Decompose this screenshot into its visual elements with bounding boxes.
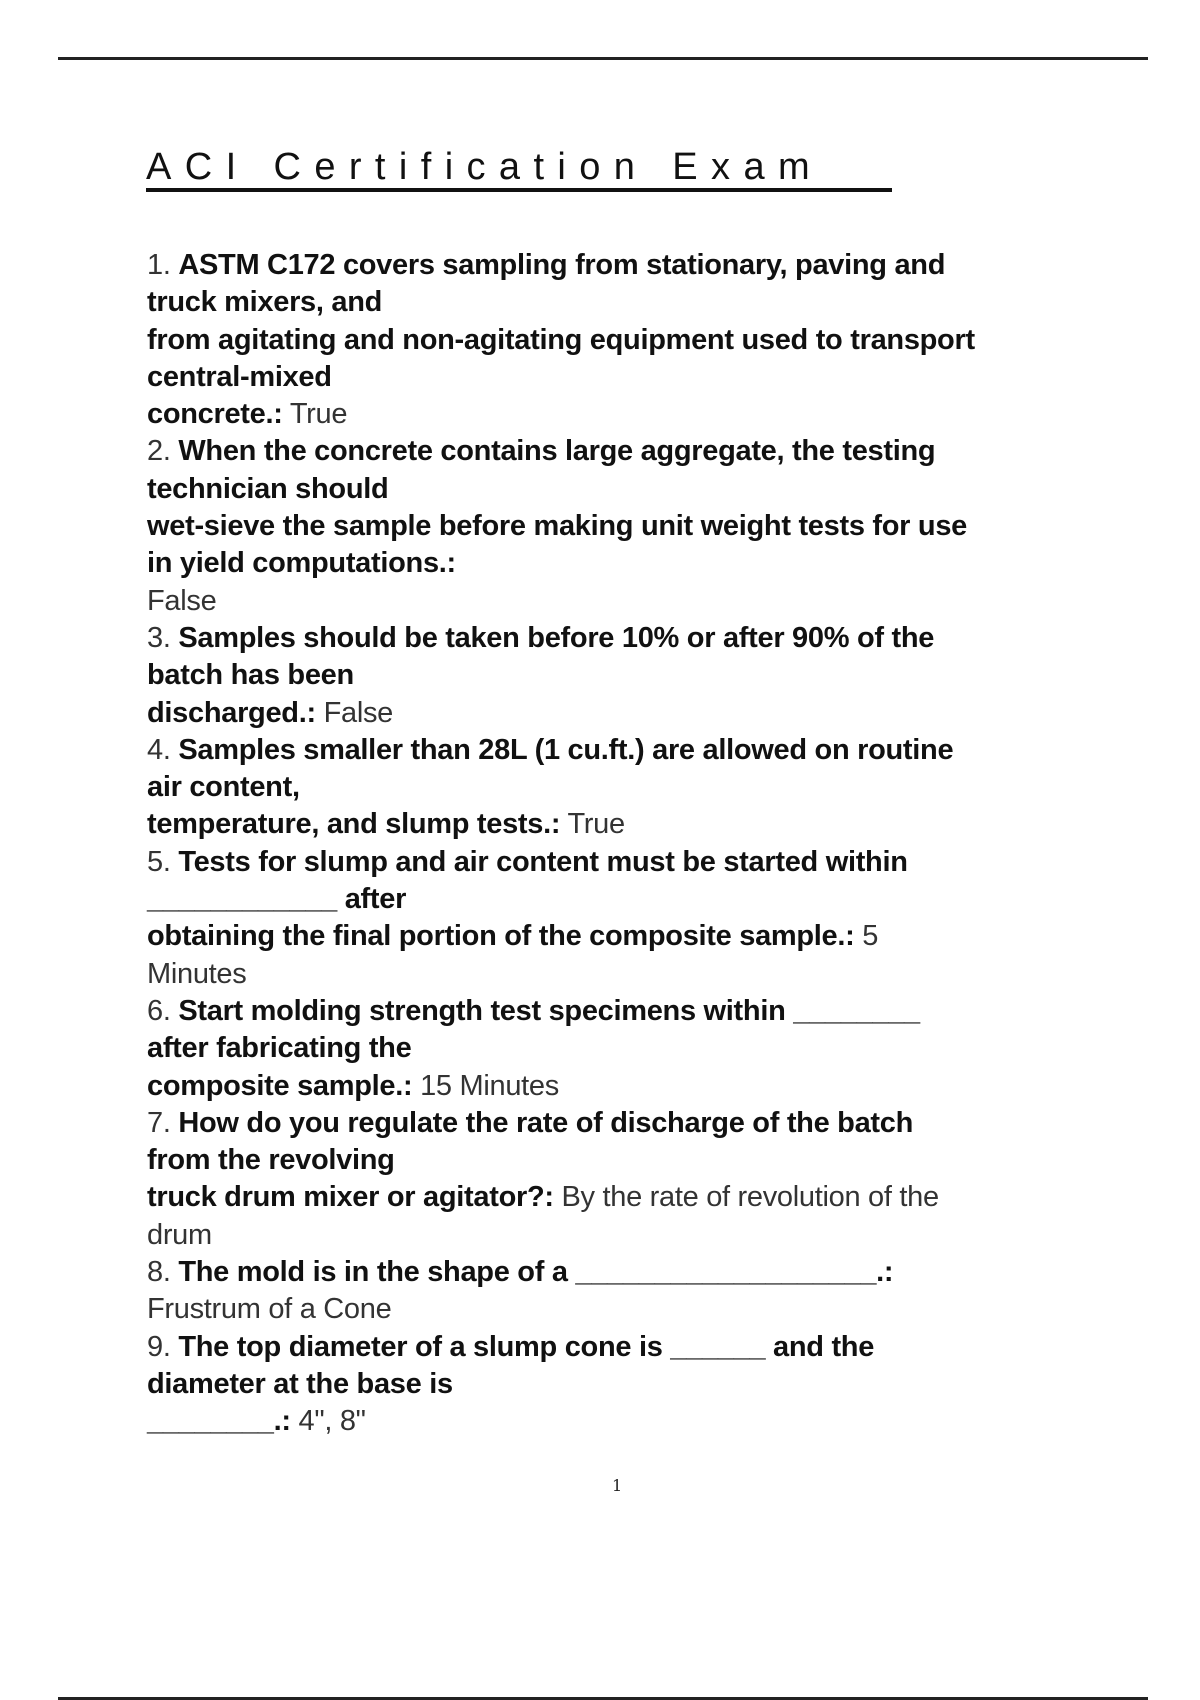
question-6 [147, 993, 1147, 1105]
question-text: wet-sieve the sample before making unit weight tests for use [147, 510, 967, 543]
question-5 [147, 844, 1147, 993]
question-line [147, 620, 1147, 657]
question-line [147, 918, 1147, 955]
answer-text: 4", 8" [290, 1405, 366, 1438]
question-line [147, 583, 1147, 620]
document-title: ACI Certification Exam [146, 146, 824, 188]
question-8 [147, 1254, 1147, 1329]
question-text: concrete.: [147, 398, 283, 431]
question-list [147, 247, 1147, 1441]
question-line [147, 322, 1147, 359]
question-text: ________.: [147, 1405, 291, 1438]
question-line [147, 1254, 1147, 1291]
question-line [147, 433, 1147, 470]
answer-text: 9. [147, 1330, 179, 1363]
question-text: composite sample.: [147, 1069, 413, 1102]
answer-text: 2. [147, 435, 179, 468]
question-9 [147, 1329, 1147, 1441]
answer-text: True [560, 808, 625, 841]
title-underline [146, 188, 892, 192]
question-line [147, 1030, 1147, 1067]
question-2 [147, 433, 1147, 619]
question-line [147, 956, 1147, 993]
question-text: central-mixed [147, 360, 332, 393]
question-line [147, 284, 1147, 321]
question-line [147, 396, 1147, 433]
page-number: 1 [612, 1476, 623, 1495]
question-text: The top diameter of a slump cone is ______ and the [178, 1330, 875, 1363]
question-line [147, 1291, 1147, 1328]
answer-text: 5 [854, 920, 879, 953]
answer-text: drum [147, 1218, 212, 1251]
question-4 [147, 732, 1147, 844]
question-text: ____________ after [147, 883, 407, 916]
question-text: The mold is in the shape of a ___________________.: [178, 1256, 894, 1289]
question-text: temperature, and slump tests.: [147, 808, 561, 841]
question-text: from the revolving [147, 1144, 395, 1177]
question-text: truck drum mixer or agitator?: [147, 1181, 554, 1214]
question-text: after fabricating the [147, 1032, 412, 1065]
answer-text: Minutes [147, 957, 247, 990]
header-rule [58, 57, 1148, 60]
question-line [147, 993, 1147, 1030]
question-text: Samples smaller than 28L (1 cu.ft.) are allowed on routine [178, 733, 954, 766]
answer-text: 6. [147, 994, 179, 1027]
question-text: obtaining the final portion of the composite sample.: [147, 920, 855, 953]
question-1 [147, 247, 1147, 433]
question-line [147, 1329, 1147, 1366]
question-line [147, 545, 1147, 582]
answer-text: False [147, 584, 217, 617]
question-line [147, 1179, 1147, 1216]
question-text: When the concrete contains large aggregate, the testing [178, 435, 936, 468]
question-text: technician should [147, 472, 389, 505]
question-line [147, 247, 1147, 284]
answer-text: 8. [147, 1256, 179, 1289]
question-line [147, 359, 1147, 396]
answer-text: By the rate of revolution of the [553, 1181, 939, 1214]
question-line [147, 1105, 1147, 1142]
question-line [147, 1142, 1147, 1179]
question-line [147, 806, 1147, 843]
answer-text: 1. [147, 249, 179, 281]
question-line [147, 508, 1147, 545]
question-line [147, 732, 1147, 769]
question-text: in yield computations.: [147, 547, 456, 580]
question-text: Start molding strength test specimens within ________ [178, 994, 920, 1027]
question-7 [147, 1105, 1147, 1254]
answer-text: 3. [147, 621, 179, 654]
question-line [147, 1366, 1147, 1403]
answer-text: True [282, 398, 348, 431]
answer-text: 7. [147, 1106, 179, 1139]
question-text: discharged.: [147, 696, 316, 729]
question-line [147, 844, 1147, 881]
question-text: diameter at the base is [147, 1367, 453, 1400]
answer-text: 4. [147, 733, 179, 766]
question-line [147, 881, 1147, 918]
answer-text: Frustrum of a Cone [147, 1293, 392, 1326]
question-text: truck mixers, and [147, 286, 383, 319]
question-text: How do you regulate the rate of discharge of the batch [178, 1106, 914, 1139]
question-line [147, 1217, 1147, 1254]
question-line [147, 769, 1147, 806]
question-text: ASTM C172 covers sampling from stationary, paving and [178, 249, 946, 281]
question-3 [147, 620, 1147, 732]
question-line [147, 1068, 1147, 1105]
question-text: batch has been [147, 659, 354, 692]
question-text: from agitating and non-agitating equipment used to transport [147, 323, 975, 356]
answer-text: 5. [147, 845, 179, 878]
question-line [147, 695, 1147, 732]
answer-text: 15 Minutes [412, 1069, 559, 1102]
question-line [147, 1403, 1147, 1440]
question-line [147, 471, 1147, 508]
answer-text: False [315, 696, 394, 729]
question-text: Samples should be taken before 10% or after 90% of the [178, 621, 935, 654]
question-text: air content, [147, 771, 300, 804]
question-line [147, 657, 1147, 694]
question-text: Tests for slump and air content must be started within [178, 845, 908, 878]
